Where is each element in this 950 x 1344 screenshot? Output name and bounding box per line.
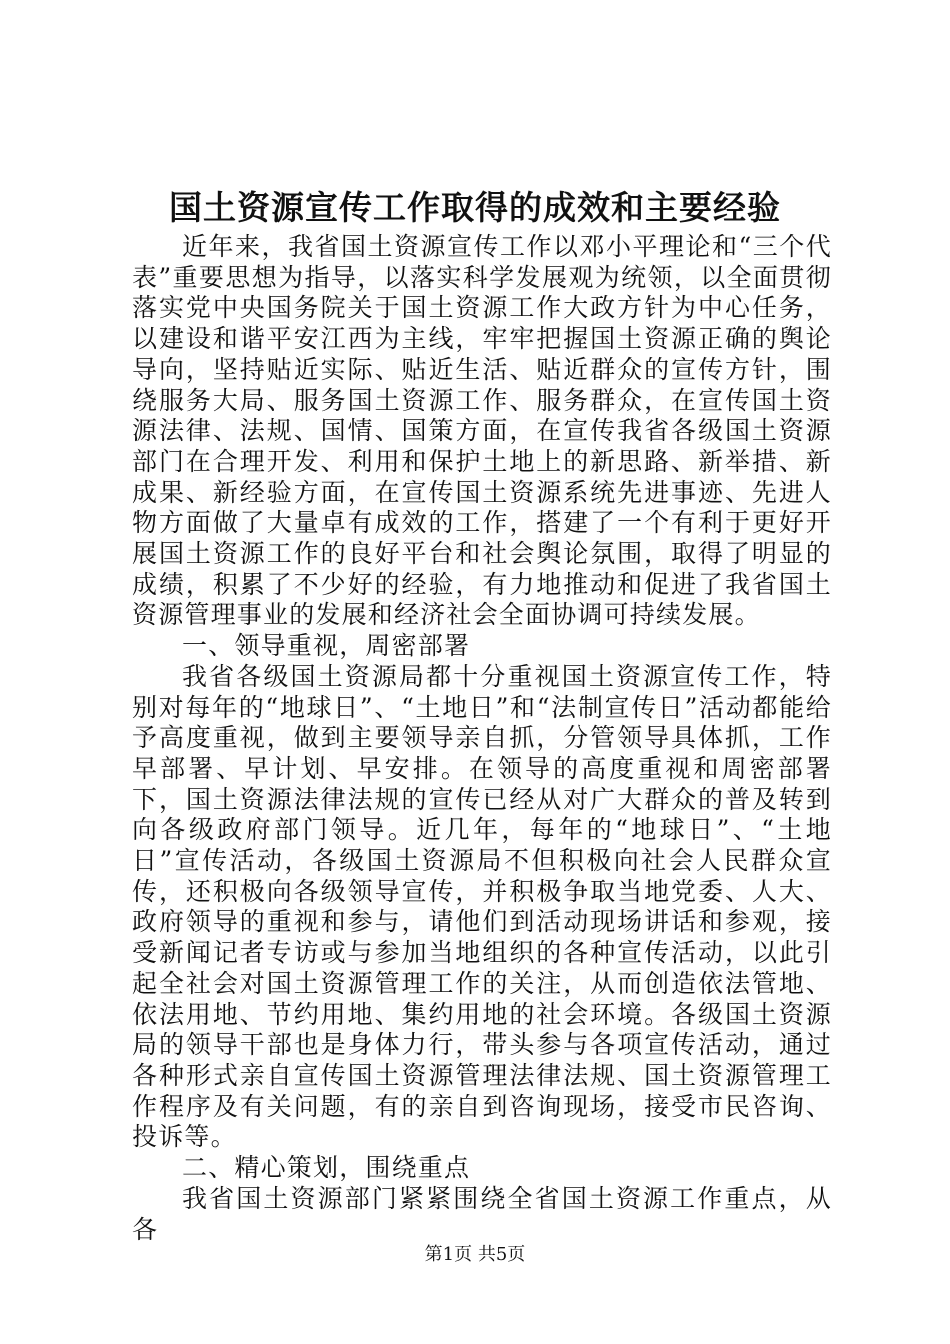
page-number: 第1页 共5页	[424, 1244, 526, 1265]
document-title: 国土资源宣传工作取得的成效和主要经验	[169, 188, 781, 227]
intro-paragraph: 近年来，我省国土资源宣传工作以邓小平理论和“三个代表”重要思想为指导，以落实科学发展观为统领，以全面贯彻落实党中央国务院关于国土资源工作大政方针为中心任务，以建设和谐平安江西为主线，牢牢把握国土资源正确的舆论导向，坚持贴近实际、贴近生活、贴近群众的宣传方针，围绕服务大局、服务国土资源工作、服务群众，在宣传国土资源法律、法规、国情、国策方面，在宣传我省各级国土资源部门在合理开发、利用和保护土地上的新思路、新举措、新成果、新经验方面，在宣传国土资源系统先进事迹、先进人物方面做了大量卓有成效的工作，搭建了一个有利于更好开展国土资源工作的良好平台和社会舆论氛围，取得了明显的成绩，积累了不少好的经验，有力地推动和促进了我省国土资源管理事业的发展和经济社会全面协调可持续发展。	[132, 232, 832, 630]
section-heading-2: 二、精心策划，围绕重点	[182, 1153, 471, 1183]
section-1-paragraph: 我省各级国土资源局都十分重视国土资源宣传工作，特别对每年的“地球日”、“土地日”和“法制宣传日”活动都能给予高度重视，做到主要领导亲自抓，分管领导具体抓，工作早部署、早计划、早安排。在领导的高度重视和周密部署下，国土资源法律法规的宣传已经从对广大群众的普及转到向各级政府部门领导。近几年，每年的“地球日”、“土地日”宣传活动，各级国土资源局不但积极向社会人民群众宣传，还积极向各级领导宣传，并积极争取当地党委、人大、政府领导的重视和参与，请他们到活动现场讲话和参观，接受新闻记者专访或与参加当地组织的各种宣传活动，以此引起全社会对国土资源管理工作的关注，从而创造依法管地、依法用地、节约用地、集约用地的社会环境。各级国土资源局的领导干部也是身体力行，带头参与各项宣传活动，通过各种形式亲自宣传国土资源管理法律法规、国土资源管理工作程序及有关问题，有的亲自到咨询现场，接受市民咨询、投诉等。	[132, 661, 832, 1152]
section-2-paragraph: 我省国土资源部门紧紧围绕全省国土资源工作重点，从各	[132, 1183, 832, 1244]
section-heading-1: 一、领导重视，周密部署	[182, 631, 471, 661]
document-body	[132, 232, 832, 1245]
